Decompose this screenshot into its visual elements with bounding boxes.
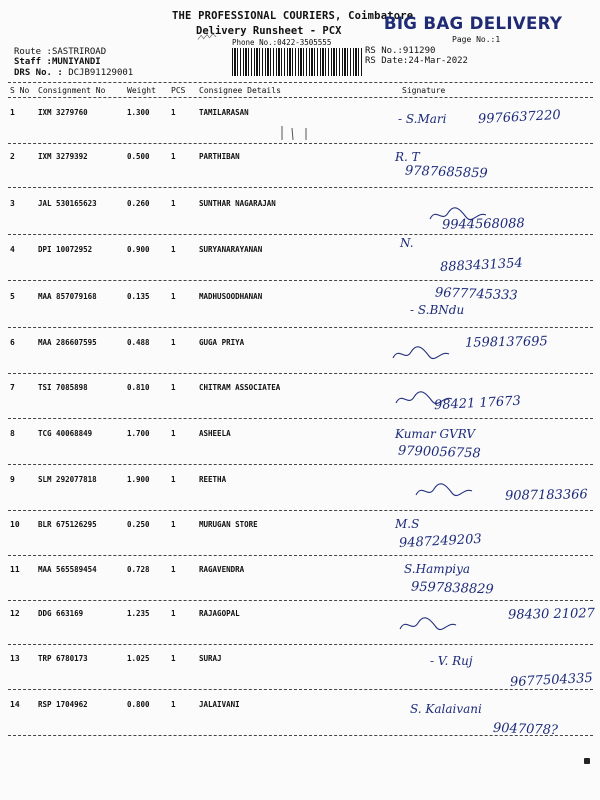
signature-phone: 98421 17673 [433, 393, 522, 414]
signature-phone: 9787685859 [404, 163, 488, 182]
page-number: Page No.:1 [452, 35, 501, 44]
row-divider [8, 735, 593, 736]
row-weight: 0.810 [127, 383, 150, 392]
row-weight: 0.800 [127, 700, 150, 709]
consignee-name: TAMILARASAN [199, 108, 249, 117]
row-pcs: 1 [171, 700, 176, 709]
route-value: SASTRIROAD [51, 47, 107, 57]
handwritten-signature-icon [414, 481, 474, 501]
row-sno: 13 [10, 654, 20, 663]
row-pcs: 1 [171, 199, 176, 208]
row-sno: 9 [10, 475, 15, 484]
col-consignment: Consignment No [38, 86, 106, 95]
row-divider [8, 234, 593, 235]
row-weight: 1.900 [127, 475, 150, 484]
consignee-name: MURUGAN STORE [199, 520, 258, 529]
row-sno: 1 [10, 108, 15, 117]
consignment-no: TRP 6780173 [38, 654, 88, 663]
consignment-no: JAL 530165623 [38, 199, 97, 208]
rs-date: RS Date:24-Mar-2022 [365, 56, 468, 66]
signature-phone: 1598137695 [464, 334, 548, 351]
row-weight: 1.235 [127, 609, 150, 618]
row-pcs: 1 [171, 338, 176, 347]
drs-value: DCJB91129001 [68, 68, 134, 78]
signature-phone: 8883431354 [439, 255, 524, 276]
row-sno: 7 [10, 383, 15, 392]
handwritten-signature-icon [394, 389, 454, 409]
signature-phone: 98430 21027 [507, 606, 595, 623]
pencil-marks-icon [278, 124, 318, 144]
row-weight: 0.488 [127, 338, 150, 347]
big-bag-delivery-stamp: BIG BAG DELIVERY [383, 14, 563, 34]
row-divider [8, 644, 593, 645]
consignee-name: CHITRAM ASSOCIATEA [199, 383, 281, 392]
handwritten-signature-icon [398, 615, 458, 635]
row-divider [8, 464, 593, 465]
route-label: Route : [14, 47, 52, 57]
signature-name: - S.Mari [398, 112, 447, 126]
handwritten-signature-icon [428, 205, 488, 225]
signature-name: Kumar GVRV [395, 427, 476, 441]
row-pcs: 1 [171, 475, 176, 484]
signature-phone: 9976637220 [477, 107, 562, 128]
row-pcs: 1 [171, 108, 176, 117]
row-sno: 2 [10, 152, 15, 161]
consignment-no: SLM 292077818 [38, 475, 97, 484]
row-sno: 12 [10, 609, 20, 618]
col-consignee: Consignee Details [199, 86, 281, 95]
signature-phone: 9944568088 [441, 216, 525, 233]
row-sno: 8 [10, 429, 15, 438]
row-weight: 0.260 [127, 199, 150, 208]
row-divider [8, 280, 593, 281]
row-pcs: 1 [171, 292, 176, 301]
rs-number: RS No.:911290 [365, 46, 436, 56]
signature-name: N. [400, 236, 414, 250]
col-pcs: PCS [171, 86, 186, 95]
consignee-name: REETHA [199, 475, 227, 484]
consignment-no: DDG 663169 [38, 609, 84, 618]
signature-phone: 9677745333 [434, 285, 518, 304]
header-top-rule [8, 82, 593, 83]
company-name: THE PROFESSIONAL COURIERS, Coimbatore [172, 10, 414, 22]
signature-name: M.S [395, 517, 420, 531]
scan-mark [584, 758, 590, 764]
row-divider [8, 555, 593, 556]
consignee-name: SURAJ [199, 654, 222, 663]
consignee-name: PARTHIBAN [199, 152, 240, 161]
row-weight: 0.250 [127, 520, 150, 529]
row-divider [8, 510, 593, 511]
row-sno: 11 [10, 565, 20, 574]
header-scribble-icon [196, 32, 218, 42]
row-sno: 14 [10, 700, 20, 709]
row-pcs: 1 [171, 654, 176, 663]
signature-phone: 9597838829 [410, 579, 494, 598]
row-divider [8, 600, 593, 601]
row-weight: 0.728 [127, 565, 150, 574]
drs-field [14, 68, 133, 78]
staff-label: Staff : [14, 57, 52, 67]
row-divider [8, 327, 593, 328]
consignee-name: MADHUSOODHANAN [199, 292, 263, 301]
col-signature: Signature [402, 86, 446, 95]
row-pcs: 1 [171, 383, 176, 392]
consignment-no: BLR 675126295 [38, 520, 97, 529]
consignment-no: IXM 3279392 [38, 152, 88, 161]
staff-field [14, 57, 101, 67]
row-divider [8, 689, 593, 690]
consignee-name: ASHEELA [199, 429, 231, 438]
route-field [14, 47, 106, 57]
row-divider [8, 418, 593, 419]
row-sno: 5 [10, 292, 15, 301]
drs-label: DRS No. : [14, 68, 63, 78]
signature-name: - S.BNdu [410, 303, 465, 317]
signature-phone: 9677504335 [509, 670, 594, 691]
signature-name: R. T [395, 150, 420, 164]
signature-name: S. Kalaivani [410, 702, 482, 716]
consignment-no: IXM 3279760 [38, 108, 88, 117]
signature-phone: 9790056758 [397, 443, 481, 462]
row-pcs: 1 [171, 152, 176, 161]
row-sno: 4 [10, 245, 15, 254]
handwritten-signature-icon [391, 344, 451, 364]
row-sno: 3 [10, 199, 15, 208]
consignee-name: RAJAGOPAL [199, 609, 240, 618]
consignment-no: DPI 10072952 [38, 245, 93, 254]
row-weight: 0.900 [127, 245, 150, 254]
signature-name: S.Hampiya [404, 562, 471, 576]
consignment-no: MAA 857079168 [38, 292, 97, 301]
consignment-no: TSI 7085898 [38, 383, 88, 392]
consignee-name: SUNTHAR NAGARAJAN [199, 199, 276, 208]
row-divider [8, 373, 593, 374]
row-weight: 1.025 [127, 654, 150, 663]
row-pcs: 1 [171, 245, 176, 254]
signature-phone: 9487249203 [398, 531, 483, 552]
consignment-no: MAA 565589454 [38, 565, 97, 574]
phone-number: Phone No.:0422-3505555 [232, 38, 332, 47]
row-divider [8, 187, 593, 188]
col-weight: Weight [127, 86, 156, 95]
signature-phone: 9047078? [492, 720, 559, 739]
barcode [232, 48, 362, 76]
row-sno: 6 [10, 338, 15, 347]
consignment-no: RSP 1704962 [38, 700, 88, 709]
row-pcs: 1 [171, 565, 176, 574]
row-pcs: 1 [171, 609, 176, 618]
signature-name: - V. Ruj [430, 654, 473, 668]
row-weight: 0.135 [127, 292, 150, 301]
row-weight: 1.700 [127, 429, 150, 438]
header-bottom-rule [8, 97, 593, 98]
row-sno: 10 [10, 520, 20, 529]
document-title: Delivery Runsheet - PCX [196, 25, 342, 37]
row-pcs: 1 [171, 429, 176, 438]
consignee-name: SURYANARAYANAN [199, 245, 263, 254]
consignee-name: JALAIVANI [199, 700, 240, 709]
staff-value: MUNIYANDI [51, 57, 101, 67]
consignee-name: GUGA PRIYA [199, 338, 245, 347]
signature-phone: 9087183366 [504, 487, 588, 504]
consignee-name: RAGAVENDRA [199, 565, 245, 574]
row-weight: 1.300 [127, 108, 150, 117]
consignment-no: TCG 40068849 [38, 429, 93, 438]
row-pcs: 1 [171, 520, 176, 529]
row-weight: 0.500 [127, 152, 150, 161]
col-sno: S No [10, 86, 30, 95]
consignment-no: MAA 286607595 [38, 338, 97, 347]
